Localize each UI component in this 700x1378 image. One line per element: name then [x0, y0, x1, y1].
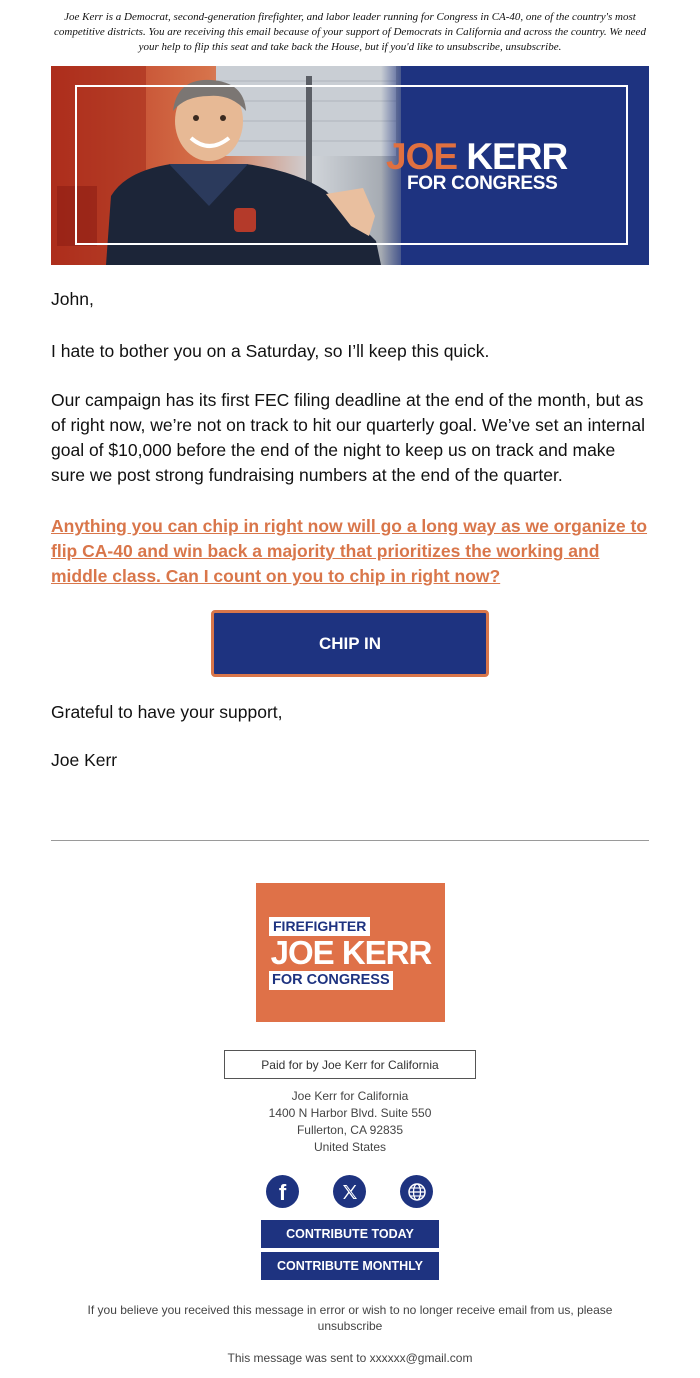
header-banner — [51, 66, 649, 265]
banner-first-name: JOE — [386, 136, 458, 177]
banner-title — [386, 138, 616, 176]
logo-congress-tag: FOR CONGRESS — [269, 971, 393, 990]
logo-firefighter-tag: FIREFIGHTER — [269, 917, 370, 936]
address-city: Fullerton, CA 92835 — [296, 1123, 404, 1137]
donate-link[interactable]: Anything you can chip in right now will go a long way as we organize to flip CA-40 and win back a majority that prioritizes the working and middle class. Can I count on you to chip in right now? — [51, 516, 648, 586]
closing-line: Grateful to have your support, — [51, 702, 283, 722]
address-country: United States — [313, 1140, 387, 1154]
signature: Joe Kerr — [51, 750, 118, 770]
contribute-monthly-button[interactable]: CONTRIBUTE MONTHLY — [261, 1252, 439, 1280]
address-street: 1400 N Harbor Blvd. Suite 550 — [268, 1106, 432, 1120]
address-org: Joe Kerr for California — [291, 1089, 409, 1103]
paragraph-intro: I hate to bother you on a Saturday, so I’ll keep this quick. — [51, 341, 490, 361]
paragraph-deadline: Our campaign has its first FEC filing deadline at the end of the month, but as of right now, we’re not on track to hit our quarterly goal. We’ve set an internal goal of $10,000 before the end of the night to keep us on track and make sure we post strong fundraising numbers at the end of the quarter. — [51, 390, 646, 485]
paid-for-disclaimer: Paid for by Joe Kerr for California — [224, 1050, 476, 1079]
banner-last-name: KERR — [466, 136, 568, 177]
mailing-address — [200, 1088, 500, 1156]
facebook-icon[interactable]: f — [266, 1175, 299, 1208]
globe-icon[interactable] — [400, 1175, 433, 1208]
greeting: John, — [51, 289, 94, 309]
banner-subtitle: FOR CONGRESS — [407, 173, 558, 194]
sent-to-notice: This message was sent to xxxxxx@gmail.com — [227, 1351, 473, 1365]
chip-in-button[interactable]: CHIP IN — [211, 610, 489, 677]
campaign-logo — [256, 883, 445, 1022]
x-icon[interactable] — [333, 1175, 366, 1208]
contribute-today-button[interactable]: CONTRIBUTE TODAY — [261, 1220, 439, 1248]
footer-divider — [51, 840, 649, 841]
disclaimer-text: Joe Kerr is a Democrat, second-generation firefighter, and labor leader running for Congress in CA-40, one of the country's most competitive districts. You are receiving this email because of your support of Democrats in California and across the country. We need your help to flip this seat and take back the House, but if you'd like to unsubscribe, unsubscribe. — [54, 11, 646, 53]
logo-name: JOE KERR — [270, 934, 432, 971]
unsubscribe-notice: If you believe you received this message in error or wish to no longer receive email from us, please unsubscribe — [87, 1303, 613, 1333]
